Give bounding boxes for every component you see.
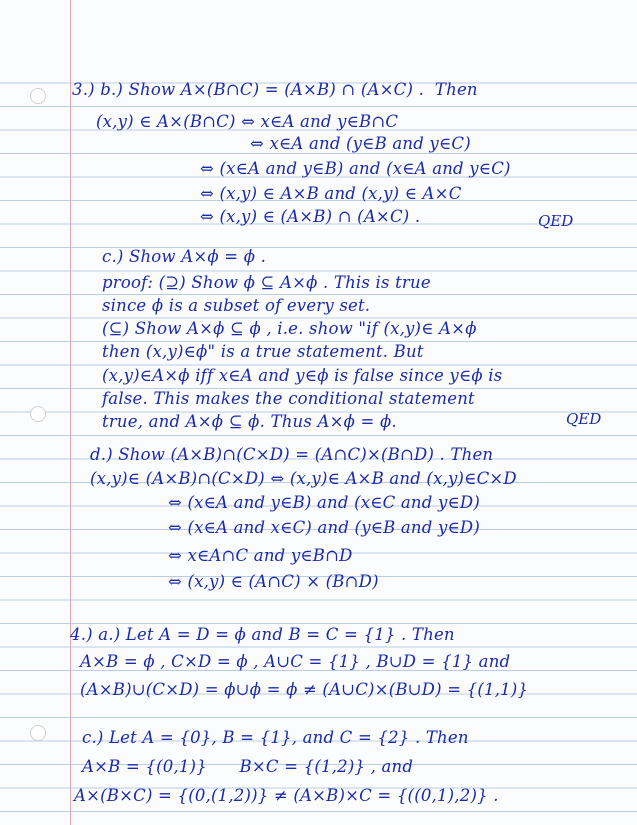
text-line: (A×B)∪(C×D) = ϕ∪ϕ = ϕ ≠ (A∪C)×(B∪D) = {(1,1)} [80, 680, 529, 699]
text-line: (⊆) Show A×ϕ ⊆ ϕ , i.e. show "if (x,y)∈ A×ϕ [102, 319, 477, 338]
text-line: (x,y)∈ (A×B)∩(C×D) ⇔ (x,y)∈ A×B and (x,y)∈C×D [90, 469, 517, 488]
text-line: d.) Show (A×B)∩(C×D) = (A∩C)×(B∩D) . Then [90, 445, 494, 464]
text-line: c.) Let A = {0}, B = {1}, and C = {2} . Then [82, 728, 469, 747]
text-line: ⇔ x∈A∩C and y∈B∩D [168, 546, 353, 565]
text-line: ⇔ x∈A and (y∈B and y∈C) [250, 134, 471, 153]
text-line: 4.) a.) Let A = D = ϕ and B = C = {1} . Then [70, 625, 455, 644]
text-line: ⇔ (x∈A and x∈C) and (y∈B and y∈D) [168, 518, 480, 537]
qed-mark: QED [566, 410, 602, 428]
text-line: ⇔ (x,y) ∈ (A×B) ∩ (A×C) . [200, 207, 421, 226]
text-line: (x,y) ∈ A×(B∩C) ⇔ x∈A and y∈B∩C [96, 112, 399, 131]
text-line: then (x,y)∈ϕ" is a true statement. But [102, 342, 424, 361]
punch-hole [30, 725, 46, 741]
text-line: ⇔ (x∈A and y∈B) and (x∈A and y∈C) [200, 159, 511, 178]
text-line: ⇔ (x,y) ∈ A×B and (x,y) ∈ A×C [200, 184, 462, 203]
punch-hole [30, 88, 46, 104]
text-line: proof: (⊇) Show ϕ ⊆ A×ϕ . This is true [102, 273, 431, 292]
text-line: true, and A×ϕ ⊆ ϕ. Thus A×ϕ = ϕ. [102, 412, 397, 431]
text-line: A×B = {(0,1)} B×C = {(1,2)} , and [82, 757, 414, 776]
text-line: ⇔ (x∈A and y∈B) and (x∈C and y∈D) [168, 493, 480, 512]
text-line: false. This makes the conditional statement [102, 389, 475, 408]
text-line: (x,y)∈A×ϕ iff x∈A and y∈ϕ is false since y∈ϕ is [102, 366, 503, 385]
text-line: c.) Show A×ϕ = ϕ . [102, 247, 267, 266]
text-line: since ϕ is a subset of every set. [102, 296, 371, 315]
text-line: 3.) b.) Show A×(B∩C) = (A×B) ∩ (A×C) . Then [72, 80, 478, 99]
qed-mark: QED [538, 212, 574, 230]
margin-rule [70, 0, 71, 825]
text-line: A×(B×C) = {(0,(1,2))} ≠ (A×B)×C = {((0,1),2)} . [74, 786, 499, 805]
page-top-margin [0, 0, 637, 60]
text-line: ⇔ (x,y) ∈ (A∩C) × (B∩D) [168, 572, 379, 591]
text-line: A×B = ϕ , C×D = ϕ , A∪C = {1} , B∪D = {1} and [80, 652, 511, 671]
punch-hole [30, 406, 46, 422]
